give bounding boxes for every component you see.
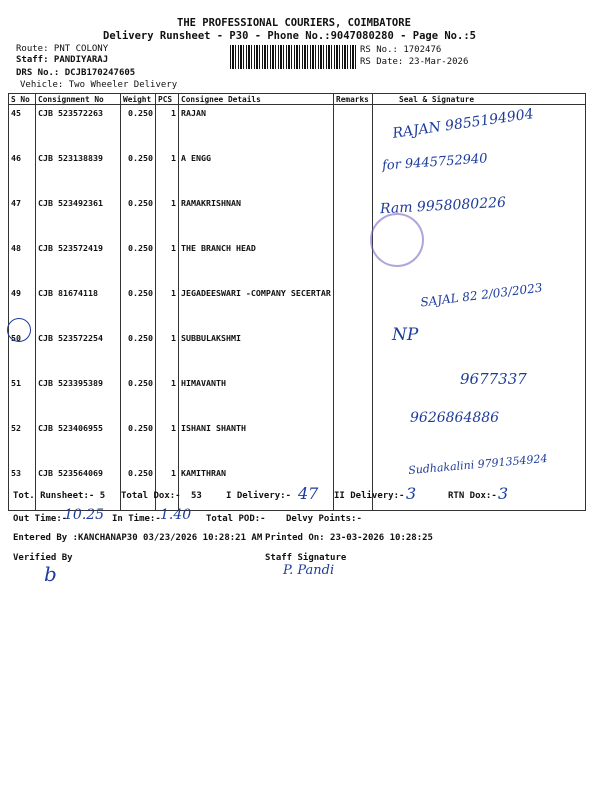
cell-consignee: HIMAVANTH [179, 375, 334, 420]
cell-pcs: 1 [156, 285, 179, 330]
delvy-points-label: Delvy Points:- [286, 514, 362, 524]
staff-signature: P. Pandi [283, 563, 335, 578]
col-weight-header: Weight [121, 94, 156, 105]
cell-sno: 51 [9, 375, 36, 420]
i-delivery-value: 47 [298, 484, 319, 503]
staff-text: Staff: PANDIYARAJ [16, 55, 109, 65]
ii-delivery-value: 3 [406, 484, 417, 503]
cell-remarks [334, 285, 373, 330]
cell-consignee: RAMAKRISHNAN [179, 195, 334, 240]
cell-consignee: KAMITHRAN [179, 465, 334, 511]
signature-row-46: for 9445752940 [381, 151, 489, 174]
cell-signature [373, 465, 586, 511]
cell-weight: 0.250 [121, 105, 156, 151]
runsheet-title: Delivery Runsheet - P30 - Phone No.:9047080280 - Page No.:5 [103, 30, 476, 42]
cell-consignment: CJB 523395389 [36, 375, 121, 420]
signature-row-53: Sudhakalini 9791354924 [407, 451, 548, 478]
cell-consignment: CJB 523572419 [36, 240, 121, 285]
route-text: Route: PNT COLONY [16, 44, 109, 54]
cell-consignment: CJB 523564069 [36, 465, 121, 511]
cell-pcs: 1 [156, 465, 179, 511]
cell-pcs: 1 [156, 150, 179, 195]
cell-consignment: CJB 81674118 [36, 285, 121, 330]
stamp-seal [370, 213, 424, 267]
i-delivery-label: I Delivery:- [226, 491, 292, 501]
cell-weight: 0.250 [121, 195, 156, 240]
col-pcs-header: PCS [156, 94, 179, 105]
circle-mark-50 [7, 318, 31, 342]
cell-weight: 0.250 [121, 330, 156, 375]
cell-weight: 0.250 [121, 285, 156, 330]
in-time-label: In Time:- [112, 514, 161, 524]
cell-remarks [334, 375, 373, 420]
table-row [9, 240, 586, 285]
barcode [230, 45, 356, 69]
verified-by-label: Verified By [13, 553, 73, 563]
col-sno-header: S No [9, 94, 36, 105]
cell-consignee: JEGADEESWARI -COMPANY SECERTAR [179, 285, 334, 330]
cell-remarks [334, 150, 373, 195]
cell-remarks [334, 195, 373, 240]
rtn-dox-value: 3 [498, 484, 509, 503]
printed-on: Printed On: 23-03-2026 10:28:25 [265, 533, 433, 543]
cell-remarks [334, 240, 373, 285]
cell-consignee: A ENGG [179, 150, 334, 195]
cell-sno: 47 [9, 195, 36, 240]
runsheet-table [8, 93, 586, 511]
cell-pcs: 1 [156, 375, 179, 420]
cell-consignment: CJB 523492361 [36, 195, 121, 240]
drs-number: DRS No.: DCJB170247605 [16, 68, 136, 78]
tot-runsheet: Tot. Runsheet:- 5 [13, 491, 106, 501]
staff-signature-label: Staff Signature [265, 553, 347, 563]
cell-remarks [334, 420, 373, 465]
out-time-label: Out Time:- [13, 514, 68, 524]
vehicle-text: Vehicle: Two Wheeler Delivery [20, 80, 178, 90]
company-title: THE PROFESSIONAL COURIERS, COIMBATORE [177, 17, 411, 29]
cell-consignee: THE BRANCH HEAD [179, 240, 334, 285]
cell-consignment: CJB 523138839 [36, 150, 121, 195]
cell-sno: 49 [9, 285, 36, 330]
cell-weight: 0.250 [121, 375, 156, 420]
col-remarks-header: Remarks [334, 94, 373, 105]
cell-sno: 52 [9, 420, 36, 465]
cell-consignment: CJB 523572263 [36, 105, 121, 151]
col-signature-header: Seal & Signature [373, 94, 586, 105]
cell-sno: 48 [9, 240, 36, 285]
cell-remarks [334, 465, 373, 511]
cell-weight: 0.250 [121, 150, 156, 195]
cell-weight: 0.250 [121, 420, 156, 465]
cell-pcs: 1 [156, 420, 179, 465]
signature-row-47: Ram 9958080226 [379, 194, 507, 218]
signature-row-52: 9626864886 [410, 410, 500, 426]
col-consignee-header: Consignee Details [179, 94, 334, 105]
cell-remarks [334, 330, 373, 375]
signature-row-45: RAJAN 9855194904 [391, 106, 535, 142]
rs-date: RS Date: 23-Mar-2026 [360, 57, 469, 67]
in-time-value: 1.40 [160, 507, 192, 523]
signature-row-51: 9677337 [460, 370, 527, 388]
entered-by: Entered By :KANCHANAP30 03/23/2026 10:28:21 AM [13, 533, 263, 543]
cell-sno: 46 [9, 150, 36, 195]
col-consignment-header: Consignment No [36, 94, 121, 105]
signature-row-50: NP [392, 325, 419, 345]
cell-pcs: 1 [156, 330, 179, 375]
ii-delivery-label: II Delivery:- [334, 491, 405, 501]
cell-consignment: CJB 523406955 [36, 420, 121, 465]
signature-row-49: SAJAL 82 2/03/2023 [419, 280, 544, 310]
verified-by-signature: b [44, 562, 57, 586]
cell-sno: 50 [9, 330, 36, 375]
cell-consignee: SUBBULAKSHMI [179, 330, 334, 375]
cell-sno: 45 [9, 105, 36, 151]
total-dox-label: Total Dox:- [121, 491, 181, 501]
total-dox-value: 53 [191, 491, 202, 501]
cell-sno: 53 [9, 465, 36, 511]
table-header-row [9, 94, 586, 105]
cell-pcs: 1 [156, 240, 179, 285]
rs-number: RS No.: 1702476 [360, 45, 442, 55]
cell-consignee: ISHANI SHANTH [179, 420, 334, 465]
rtn-dox-label: RTN Dox:- [448, 491, 497, 501]
cell-weight: 0.250 [121, 240, 156, 285]
cell-pcs: 1 [156, 195, 179, 240]
cell-pcs: 1 [156, 105, 179, 151]
table-row [9, 150, 586, 195]
cell-remarks [334, 105, 373, 151]
table-row [9, 330, 586, 375]
cell-consignment: CJB 523572254 [36, 330, 121, 375]
total-pod-label: Total POD:- [206, 514, 266, 524]
out-time-value: 10.25 [64, 507, 105, 523]
cell-weight: 0.250 [121, 465, 156, 511]
cell-consignee: RAJAN [179, 105, 334, 151]
